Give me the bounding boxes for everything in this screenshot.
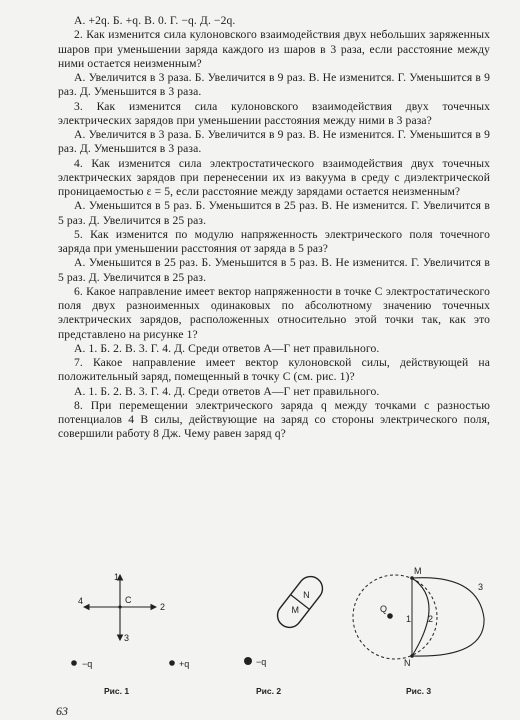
options-6: А. 1. Б. 2. В. 3. Г. 4. Д. Среди ответов А—Г нет правильного. — [74, 341, 380, 355]
fig3-label-3: 3 — [478, 582, 484, 592]
path-3 — [412, 578, 484, 656]
fig3-caption: Рис. 3 — [406, 686, 432, 696]
point-m — [410, 576, 414, 580]
question-4: 4. Как изменится сила электростатического взаимодействия двух точечных электрических зарядов при перенесении их из вакуума в среду с диэлектрической проницаемостью ε = 5, если расстояние между зарядами остается неизменным? — [58, 156, 490, 198]
page-number: 63 — [56, 704, 68, 718]
options-7: А. 1. Б. 2. В. 3. Г. 4. Д. Среди ответов А—Г нет правильного. — [74, 384, 380, 398]
question-8: 8. При перемещении электрического заряда q между точками с разностью потенциалов 4 В силы, действующие на заряд со стороны электрического поля, совершили работу 8 Дж. Чему равен заряд q? — [58, 398, 490, 441]
charge-dot — [244, 657, 252, 665]
point-n — [410, 654, 414, 658]
fig3-label-m: M — [414, 566, 422, 576]
question-6: 6. Какое направление имеет вектор напряженности в точке С электростатического поля двух разноименных одинаковых по абсолютному значению точечных электрических зарядов, расположенных относительно этой точки так, как это представлено на рисунке 1? — [58, 284, 490, 341]
question-2: 2. Как изменится сила кулоновского взаимодействия двух небольших заряженных шаров при уменьшении заряда каждого из шаров в 3 раза, если расстояние между ними остается неизменным? — [58, 28, 490, 70]
question-5: 5. Как изменится по модулю напряженность электрического поля точечного заряда при уменьшении расстояния от заряда в 5 раз? — [58, 227, 490, 255]
fig1-charge-neg: −q — [82, 659, 93, 669]
fig1-charge-pos: +q — [179, 659, 190, 669]
answers-top: А. +2q. Б. +q. В. 0. Г. −q. Д. −2q. — [74, 14, 236, 27]
fig2-label-n: N — [303, 590, 310, 601]
positive-charge-dot — [169, 660, 175, 666]
equipotential-circle — [353, 575, 437, 659]
fig2-caption: Рис. 2 — [256, 686, 282, 696]
point-c — [118, 605, 121, 608]
options-2: А. Увеличится в 3 раза. Б. Увеличится в 9 раз. В. Не изменится. Г. Уменьшится в 9 раз. Д. Уменьшится в 3 раза. — [58, 71, 490, 99]
figure-2 — [244, 572, 327, 696]
fig1-caption: Рис. 1 — [104, 686, 130, 696]
fig1-label-2: 2 — [160, 602, 166, 612]
fig3-label-q: Q — [380, 604, 388, 614]
question-7: 7. Какое направление имеет вектор кулоновской силы, действующей на положительный заряд, помещенный в точку С (см. рис. 1)? — [58, 356, 490, 384]
fig3-label-n: N — [404, 658, 411, 668]
fig1-label-1: 1 — [114, 572, 120, 582]
figure-3 — [353, 566, 484, 696]
options-4: А. Уменьшится в 5 раз. Б. Уменьшится в 25 раз. В. Не изменится. Г. Увеличится в 5 раз. Д. Увеличится в 25 раз. — [58, 199, 490, 227]
fig1-label-4: 4 — [78, 596, 84, 606]
options-3: А. Увеличится в 3 раза. Б. Увеличится в 9 раз. В. Не изменится. Г. Уменьшится в 9 раз. Д. Уменьшится в 3 раза. — [58, 128, 490, 156]
fig3-label-1: 1 — [406, 614, 412, 624]
fig2-label-m: M — [291, 605, 299, 616]
fig1-label-c: C — [125, 595, 132, 605]
fig1-label-3: 3 — [124, 633, 130, 643]
figure-1 — [71, 572, 189, 696]
fig3-label-2: 2 — [428, 614, 434, 624]
question-3: 3. Как изменится сила кулоновского взаимодействия двух точечных электрических зарядов при уменьшении расстояния между ними в 3 раза? — [58, 99, 490, 127]
fig2-charge: −q — [256, 657, 267, 667]
options-5: А. Уменьшится в 25 раз. Б. Уменьшится в 5 раз. В. Не изменится. Г. Увеличится в 5 раз. Д. Увеличится в 25 раз. — [58, 256, 490, 284]
charge-q-dot — [387, 613, 393, 619]
negative-charge-dot — [71, 660, 77, 666]
